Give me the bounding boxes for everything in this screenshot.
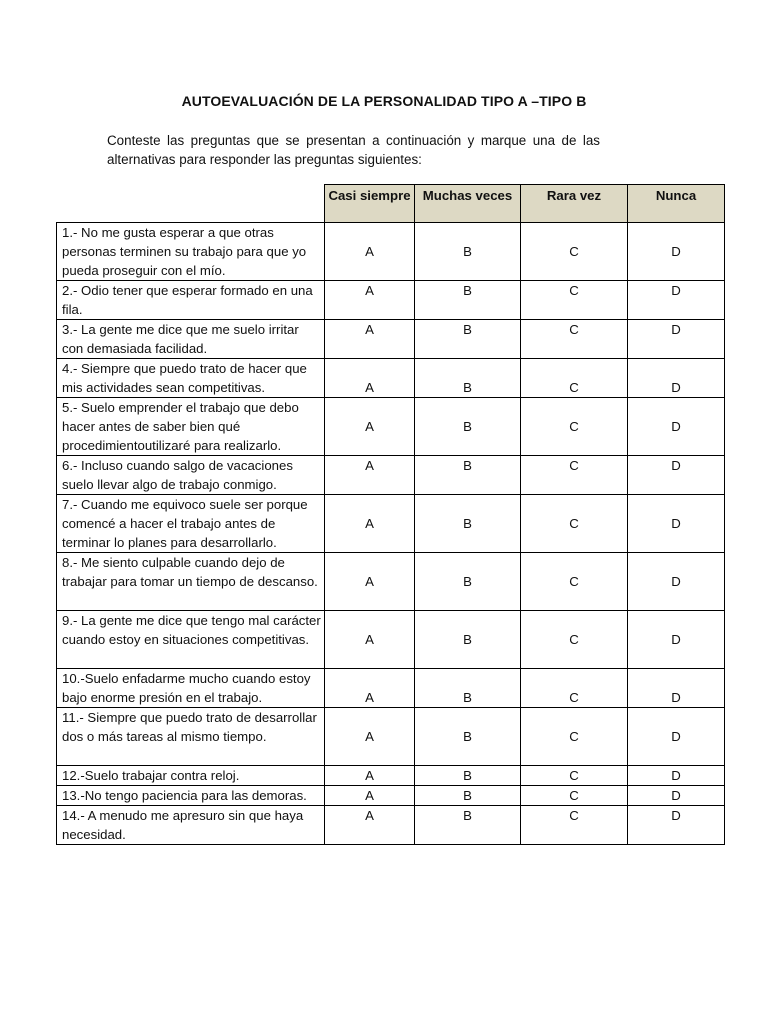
option-a[interactable]: A xyxy=(325,223,415,281)
option-c[interactable]: C xyxy=(521,281,628,320)
question-row xyxy=(57,495,725,553)
option-b[interactable]: B xyxy=(415,320,521,359)
option-c[interactable]: C xyxy=(521,553,628,611)
instructions-paragraph: Conteste las preguntas que se presentan a continuación y marque una de las alternativas para responder las preguntas siguientes: xyxy=(107,133,600,167)
option-d[interactable]: D xyxy=(628,611,725,669)
option-c[interactable]: C xyxy=(521,786,628,806)
option-b[interactable]: B xyxy=(415,359,521,398)
column-header-nunca: Nunca xyxy=(628,185,725,223)
option-b[interactable]: B xyxy=(415,456,521,495)
option-a[interactable]: A xyxy=(325,281,415,320)
option-c[interactable]: C xyxy=(521,766,628,786)
option-b[interactable]: B xyxy=(415,281,521,320)
option-c[interactable]: C xyxy=(521,806,628,845)
option-c[interactable]: C xyxy=(521,320,628,359)
option-c[interactable]: C xyxy=(521,359,628,398)
column-header-rara-vez: Rara vez xyxy=(521,185,628,223)
option-d[interactable]: D xyxy=(628,223,725,281)
question-text: 7.- Cuando me equivoco suele ser porque comencé a hacer el trabajo antes de terminar lo planes para desarrollarlo. xyxy=(57,495,325,553)
option-d[interactable]: D xyxy=(628,786,725,806)
option-c[interactable]: C xyxy=(521,611,628,669)
question-text: 5.- Suelo emprender el trabajo que debo hacer antes de saber bien qué procedimientoutilizaré para realizarlo. xyxy=(57,398,325,456)
question-text: 11.- Siempre que puedo trato de desarrollar dos o más tareas al mismo tiempo. xyxy=(57,708,325,766)
question-text: 14.- A menudo me apresuro sin que haya necesidad. xyxy=(57,806,325,845)
question-row xyxy=(57,611,725,669)
question-text: 8.- Me siento culpable cuando dejo de trabajar para tomar un tiempo de descanso. xyxy=(57,553,325,611)
option-c[interactable]: C xyxy=(521,456,628,495)
question-row xyxy=(57,553,725,611)
question-row xyxy=(57,320,725,359)
question-row xyxy=(57,398,725,456)
option-d[interactable]: D xyxy=(628,766,725,786)
question-row xyxy=(57,786,725,806)
option-b[interactable]: B xyxy=(415,786,521,806)
option-d[interactable]: D xyxy=(628,398,725,456)
question-row xyxy=(57,766,725,786)
question-text: 3.- La gente me dice que me suelo irritar con demasiada facilidad. xyxy=(57,320,325,359)
option-b[interactable]: B xyxy=(415,806,521,845)
question-text: 4.- Siempre que puedo trato de hacer que mis actividades sean competitivas. xyxy=(57,359,325,398)
option-d[interactable]: D xyxy=(628,806,725,845)
option-b[interactable]: B xyxy=(415,708,521,766)
option-d[interactable]: D xyxy=(628,708,725,766)
option-a[interactable]: A xyxy=(325,553,415,611)
option-b[interactable]: B xyxy=(415,495,521,553)
option-b[interactable]: B xyxy=(415,398,521,456)
question-text: 12.-Suelo trabajar contra reloj. xyxy=(57,766,325,786)
column-header-muchas-veces: Muchas veces xyxy=(415,185,521,223)
option-a[interactable]: A xyxy=(325,786,415,806)
question-text: 9.- La gente me dice que tengo mal carácter cuando estoy en situaciones competitivas. xyxy=(57,611,325,669)
question-row xyxy=(57,669,725,708)
option-d[interactable]: D xyxy=(628,456,725,495)
question-text: 13.-No tengo paciencia para las demoras. xyxy=(57,786,325,806)
header-row xyxy=(57,185,725,223)
option-d[interactable]: D xyxy=(628,359,725,398)
option-c[interactable]: C xyxy=(521,495,628,553)
questionnaire-table xyxy=(56,184,725,845)
option-a[interactable]: A xyxy=(325,708,415,766)
header-empty-cell xyxy=(57,185,325,223)
option-a[interactable]: A xyxy=(325,611,415,669)
option-a[interactable]: A xyxy=(325,398,415,456)
option-a[interactable]: A xyxy=(325,495,415,553)
column-header-casi-siempre: Casi siempre xyxy=(325,185,415,223)
option-c[interactable]: C xyxy=(521,398,628,456)
option-b[interactable]: B xyxy=(415,553,521,611)
option-b[interactable]: B xyxy=(415,223,521,281)
option-a[interactable]: A xyxy=(325,456,415,495)
question-text: 6.- Incluso cuando salgo de vacaciones suelo llevar algo de trabajo conmigo. xyxy=(57,456,325,495)
question-row xyxy=(57,281,725,320)
option-b[interactable]: B xyxy=(415,611,521,669)
option-d[interactable]: D xyxy=(628,669,725,708)
option-d[interactable]: D xyxy=(628,320,725,359)
option-a[interactable]: A xyxy=(325,806,415,845)
question-row xyxy=(57,223,725,281)
option-d[interactable]: D xyxy=(628,553,725,611)
option-a[interactable]: A xyxy=(325,320,415,359)
question-row xyxy=(57,708,725,766)
question-text: 1.- No me gusta esperar a que otras personas terminen su trabajo para que yo pueda proseguir con el mío. xyxy=(57,223,325,281)
question-row xyxy=(57,456,725,495)
question-text: 2.- Odio tener que esperar formado en una fila. xyxy=(57,281,325,320)
option-a[interactable]: A xyxy=(325,669,415,708)
option-c[interactable]: C xyxy=(521,708,628,766)
option-a[interactable]: A xyxy=(325,766,415,786)
option-b[interactable]: B xyxy=(415,766,521,786)
question-text: 10.-Suelo enfadarme mucho cuando estoy bajo enorme presión en el trabajo. xyxy=(57,669,325,708)
option-a[interactable]: A xyxy=(325,359,415,398)
option-b[interactable]: B xyxy=(415,669,521,708)
option-c[interactable]: C xyxy=(521,669,628,708)
option-c[interactable]: C xyxy=(521,223,628,281)
option-d[interactable]: D xyxy=(628,281,725,320)
page-title: AUTOEVALUACIÓN DE LA PERSONALIDAD TIPO A –TIPO B xyxy=(181,93,587,109)
question-row xyxy=(57,359,725,398)
option-d[interactable]: D xyxy=(628,495,725,553)
question-row xyxy=(57,806,725,845)
